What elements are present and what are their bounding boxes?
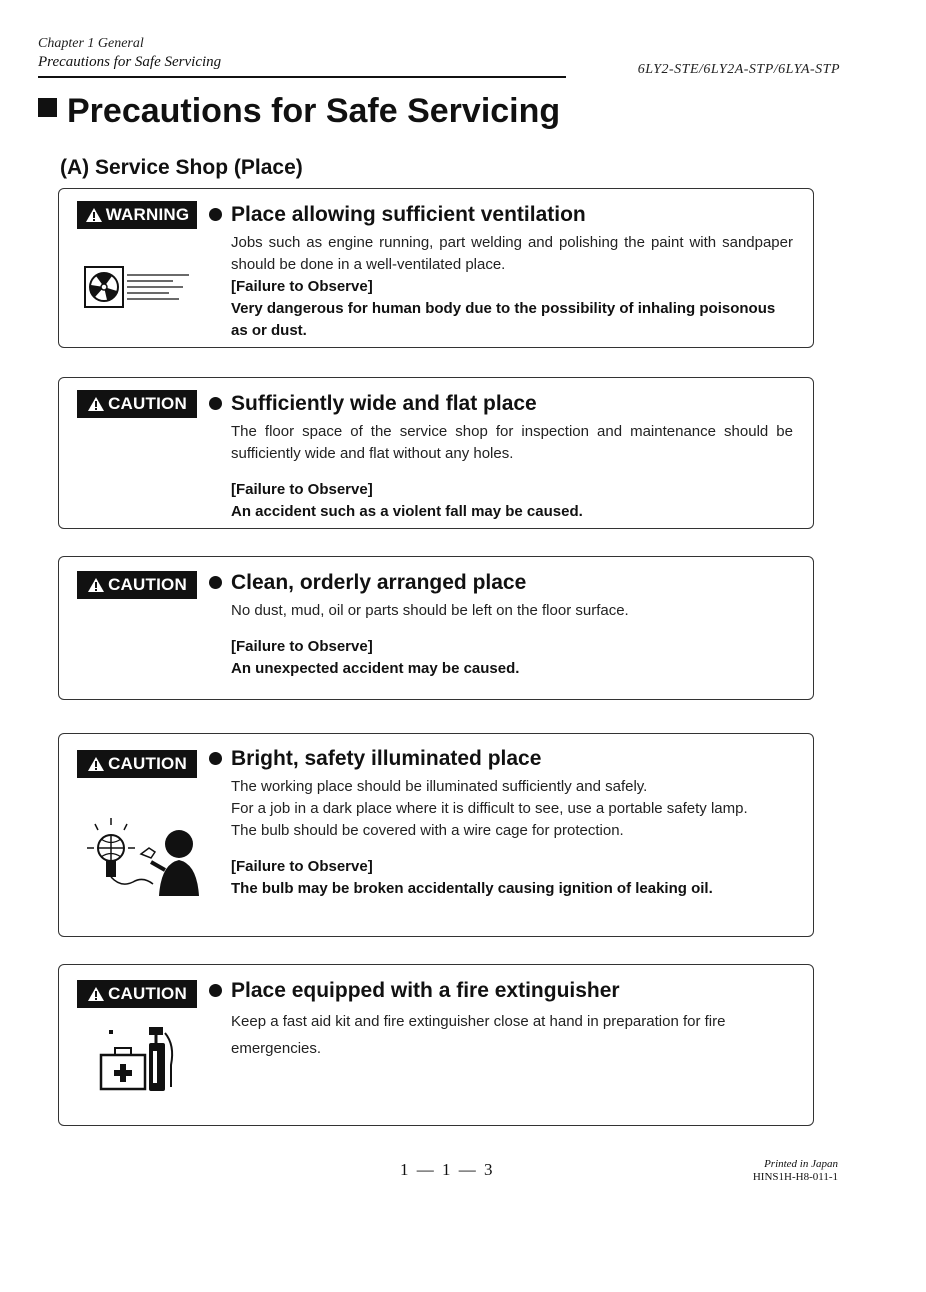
- printed-in-japan: Printed in Japan: [764, 1158, 838, 1170]
- item-title: Place equipped with a fire extinguisher: [209, 978, 793, 1004]
- page-number: 1 — 1 — 3: [400, 1160, 495, 1179]
- item-description: The bulb should be covered with a wire cage for protection.: [231, 822, 624, 839]
- warning-box-ventilation: [58, 188, 814, 348]
- caution-box-fire-extinguisher: [58, 964, 814, 1126]
- item-description: No dust, mud, oil or parts should be left on the floor surface.: [231, 602, 629, 619]
- failure-text: An unexpected accident may be caused.: [231, 660, 520, 677]
- print-info: [753, 1158, 838, 1184]
- bullet-icon: [209, 576, 222, 589]
- item-description: The working place should be illuminated sufficiently and safely.: [231, 778, 648, 795]
- bullet-icon: [209, 752, 222, 765]
- caution-badge: CAUTION: [77, 390, 197, 418]
- bullet-icon: [209, 397, 222, 410]
- failure-text: An accident such as a violent fall may be caused.: [231, 503, 583, 520]
- header-rule: [38, 76, 566, 78]
- failure-text: Very dangerous for human body due to the possibility of inhaling poisonous as or dust.: [231, 300, 776, 339]
- caution-badge: CAUTION: [77, 980, 197, 1008]
- item-description: Keep a fast aid kit and fire extinguisher close at hand in preparation for fire emergencies.: [231, 1013, 726, 1057]
- item-description: Jobs such as engine running, part welding and polishing the paint with sandpaper should be done in a well-ventilated place.: [231, 234, 793, 273]
- caution-badge: CAUTION: [77, 571, 197, 599]
- failure-text: The bulb may be broken accidentally causing ignition of leaking oil.: [231, 880, 713, 897]
- caution-box-clean-orderly: [58, 556, 814, 700]
- failure-label: [Failure to Observe]: [231, 278, 373, 295]
- header-chapter: Chapter 1 General: [38, 36, 144, 51]
- warning-triangle-icon: [87, 396, 105, 412]
- failure-label: [Failure to Observe]: [231, 481, 373, 498]
- caution-badge: CAUTION: [77, 750, 197, 778]
- safety-lamp-worker-icon: [81, 816, 201, 896]
- page-title-text: Precautions for Safe Servicing: [67, 92, 561, 130]
- bullet-icon: [209, 208, 222, 221]
- item-title: Clean, orderly arranged place: [209, 570, 793, 596]
- item-title: Bright, safety illuminated place: [209, 746, 793, 772]
- header-models: 6LY2-STE/6LY2A-STP/6LYA-STP: [637, 62, 840, 77]
- warning-triangle-icon: [87, 756, 105, 772]
- first-aid-extinguisher-icon: [99, 1025, 189, 1095]
- subsection-heading: (A) Service Shop (Place): [60, 156, 303, 179]
- page-title: [38, 92, 560, 131]
- document-code: HINS1H-H8-011-1: [752, 1171, 838, 1183]
- item-description: For a job in a dark place where it is difficult to see, use a portable safety lamp.: [231, 800, 748, 817]
- failure-label: [Failure to Observe]: [231, 638, 373, 655]
- caution-box-wide-flat: [58, 377, 814, 529]
- warning-triangle-icon: [87, 986, 105, 1002]
- ventilation-fan-icon: [83, 263, 193, 313]
- caution-box-illuminated: [58, 733, 814, 937]
- square-bullet-icon: [38, 98, 57, 117]
- item-title: Sufficiently wide and flat place: [209, 391, 793, 417]
- warning-badge: WARNING: [77, 201, 197, 229]
- item-description: The floor space of the service shop for inspection and maintenance should be sufficiently wide and flat without any holes.: [231, 423, 793, 462]
- warning-triangle-icon: [87, 577, 105, 593]
- warning-triangle-icon: [85, 207, 103, 223]
- header-section: Precautions for Safe Servicing: [38, 54, 222, 70]
- failure-label: [Failure to Observe]: [231, 858, 373, 875]
- item-title: Place allowing sufficient ventilation: [209, 202, 793, 228]
- bullet-icon: [209, 984, 222, 997]
